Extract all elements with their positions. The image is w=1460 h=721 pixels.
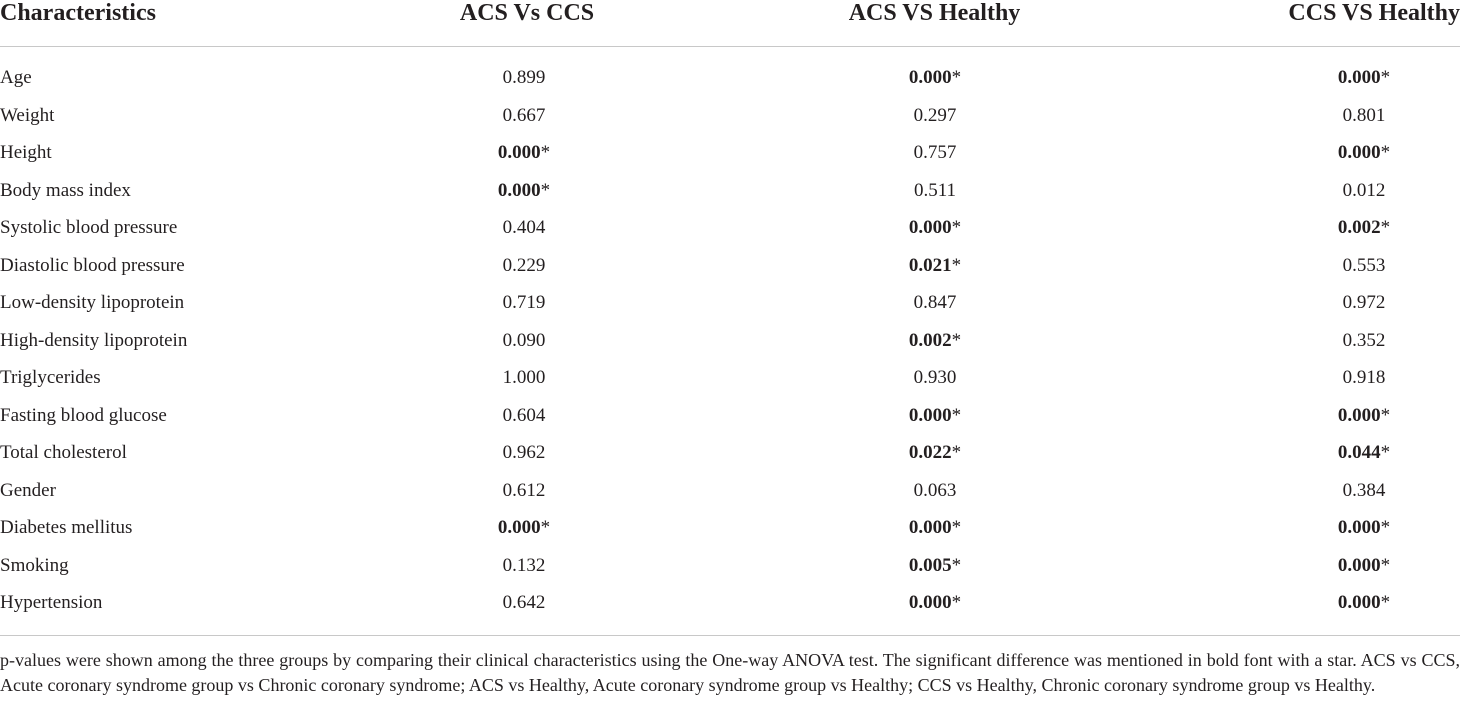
table-row [0,434,1460,472]
significance-star: * [1380,142,1391,163]
p-value: 0.002 [1337,217,1381,238]
p-value: 1.000 [502,367,546,388]
p-value-cell [460,284,588,322]
header-acs-vs-ccs: ACS Vs CCS [459,0,595,26]
p-value-cell [871,247,999,285]
significance-star: * [1380,67,1391,88]
p-value: 0.384 [1342,479,1386,501]
p-value-cell [1300,134,1428,172]
header-characteristics: Characteristics [0,0,156,26]
p-value: 0.005 [908,554,952,576]
table-row [0,359,1460,397]
significance-star: * [1380,554,1391,576]
p-value: 0.000 [908,67,952,88]
p-value: 0.962 [502,442,546,463]
p-value-cell [460,322,588,360]
row-characteristic-label: Height [0,142,52,163]
p-value-cell [1300,322,1428,360]
significance-star: * [951,404,962,426]
p-value-cell [871,172,999,210]
table-row [0,209,1460,247]
table-row [0,284,1460,322]
header-ccs-vs-healthy: CCS VS Healthy [1288,0,1460,26]
significance-star: * [1380,517,1391,538]
p-value: 0.000 [1337,554,1381,576]
p-value: 0.000 [1337,404,1381,426]
p-value-cell [871,547,999,585]
p-value-cell [871,284,999,322]
p-value: 0.553 [1342,254,1386,276]
table-body [0,59,1460,622]
p-value: 0.132 [502,554,546,576]
p-value-cell [871,434,999,472]
p-value-cell [1300,172,1428,210]
p-value-cell [460,172,588,210]
p-value-cell [460,209,588,247]
p-value: 0.000 [908,592,952,613]
significance-star: * [951,592,962,613]
p-value-cell [460,359,588,397]
p-value: 0.801 [1342,104,1386,126]
significance-star: * [540,179,551,201]
significance-star: * [951,67,962,88]
row-characteristic-label: Body mass index [0,179,131,201]
p-value-cell [871,134,999,172]
p-value: 0.667 [502,104,546,126]
significance-star: * [540,142,551,163]
p-value-cell [1300,284,1428,322]
row-characteristic-label: Weight [0,104,55,126]
p-value: 0.000 [497,517,541,538]
row-characteristic-label: High-density lipoprotein [0,329,188,351]
p-value: 0.604 [502,404,546,426]
table-footnote: p-values were shown among the three groups by comparing their clinical characteristics using the One-way ANOVA test. The significant difference was mentioned in bold font with a star. ACS vs CCS, Acute coronary syndrome group vs Chronic coronary syndrome; ACS vs Healthy, Acute coronary syndrome group vs Healthy; CCS vs Healthy, Chronic coronary syndrome group vs Healthy. [0,635,1460,698]
p-value: 0.000 [1337,592,1381,613]
p-value: 0.044 [1337,442,1381,463]
table-row [0,97,1460,135]
row-characteristic-label: Triglycerides [0,367,101,388]
significance-star: * [1380,592,1391,613]
p-value-cell [871,97,999,135]
table-row [0,134,1460,172]
row-characteristic-label: Low-density lipoprotein [0,292,185,313]
p-value: 0.719 [502,292,546,313]
row-characteristic-label: Systolic blood pressure [0,217,178,238]
significance-star: * [1380,442,1391,463]
significance-star: * [951,442,962,463]
p-value: 0.000 [1337,142,1381,163]
p-value: 0.642 [502,592,546,613]
p-value-cell [460,97,588,135]
p-value: 0.000 [1337,67,1381,88]
p-value: 0.297 [913,104,957,126]
significance-star: * [951,517,962,538]
p-value: 0.612 [502,479,546,501]
table-row [0,547,1460,585]
p-value: 0.229 [502,254,546,276]
p-value: 0.899 [502,67,546,88]
p-value: 0.000 [497,179,541,201]
p-value-cell [460,397,588,435]
p-value: 0.847 [913,292,957,313]
p-value-cell [1300,59,1428,97]
p-value: 0.000 [908,517,952,538]
p-value: 0.002 [908,329,952,351]
significance-star: * [951,217,962,238]
p-value-cell [460,134,588,172]
p-value-cell [871,59,999,97]
row-characteristic-label: Diastolic blood pressure [0,254,185,276]
row-characteristic-label: Age [0,67,32,88]
p-value-cell [1300,472,1428,510]
p-value: 0.012 [1342,179,1386,201]
table-row [0,509,1460,547]
table-row [0,397,1460,435]
p-value-cell [1300,397,1428,435]
p-value-cell [460,434,588,472]
p-value-cell [1300,434,1428,472]
p-value-cell [1300,97,1428,135]
significance-star: * [1380,217,1391,238]
p-value: 0.972 [1342,292,1386,313]
row-characteristic-label: Hypertension [0,592,103,613]
significance-star: * [951,254,962,276]
p-value: 0.352 [1342,329,1386,351]
header-acs-vs-healthy: ACS VS Healthy [848,0,1021,26]
p-value: 0.930 [913,367,957,388]
p-value: 0.000 [908,217,952,238]
p-value: 0.757 [913,142,957,163]
p-value: 0.021 [908,254,952,276]
p-value-cell [871,397,999,435]
table-row [0,59,1460,97]
p-value-cell [460,247,588,285]
p-value-cell [871,209,999,247]
significance-star: * [951,329,962,351]
p-value: 0.404 [502,217,546,238]
p-value-cell [1300,584,1428,622]
p-value-cell [871,472,999,510]
p-value-cell [1300,547,1428,585]
p-value-cell [1300,359,1428,397]
p-value-cell [871,584,999,622]
significance-star: * [951,554,962,576]
row-characteristic-label: Fasting blood glucose [0,404,167,426]
table-header-row [0,0,1460,47]
p-value-cell [460,584,588,622]
table-row [0,322,1460,360]
p-value: 0.022 [908,442,952,463]
p-value-cell [1300,247,1428,285]
p-value-cell [460,509,588,547]
p-value: 0.063 [913,479,957,501]
p-value-cell [1300,209,1428,247]
p-value: 0.000 [497,142,541,163]
table-row [0,172,1460,210]
p-value-cell [871,359,999,397]
p-value: 0.090 [502,329,546,351]
table-row [0,472,1460,510]
p-value: 0.918 [1342,367,1386,388]
p-value-cell [871,322,999,360]
row-characteristic-label: Diabetes mellitus [0,517,133,538]
p-value-cell [460,59,588,97]
p-value-cell [871,509,999,547]
row-characteristic-label: Gender [0,479,56,501]
p-value: 0.000 [1337,517,1381,538]
table-row [0,584,1460,622]
table-row [0,247,1460,285]
p-value: 0.000 [908,404,952,426]
p-value: 0.511 [913,179,957,201]
p-value-cell [460,472,588,510]
row-characteristic-label: Smoking [0,554,69,576]
row-characteristic-label: Total cholesterol [0,442,127,463]
significance-star: * [1380,404,1391,426]
p-value-cell [460,547,588,585]
significance-star: * [540,517,551,538]
p-value-cell [1300,509,1428,547]
